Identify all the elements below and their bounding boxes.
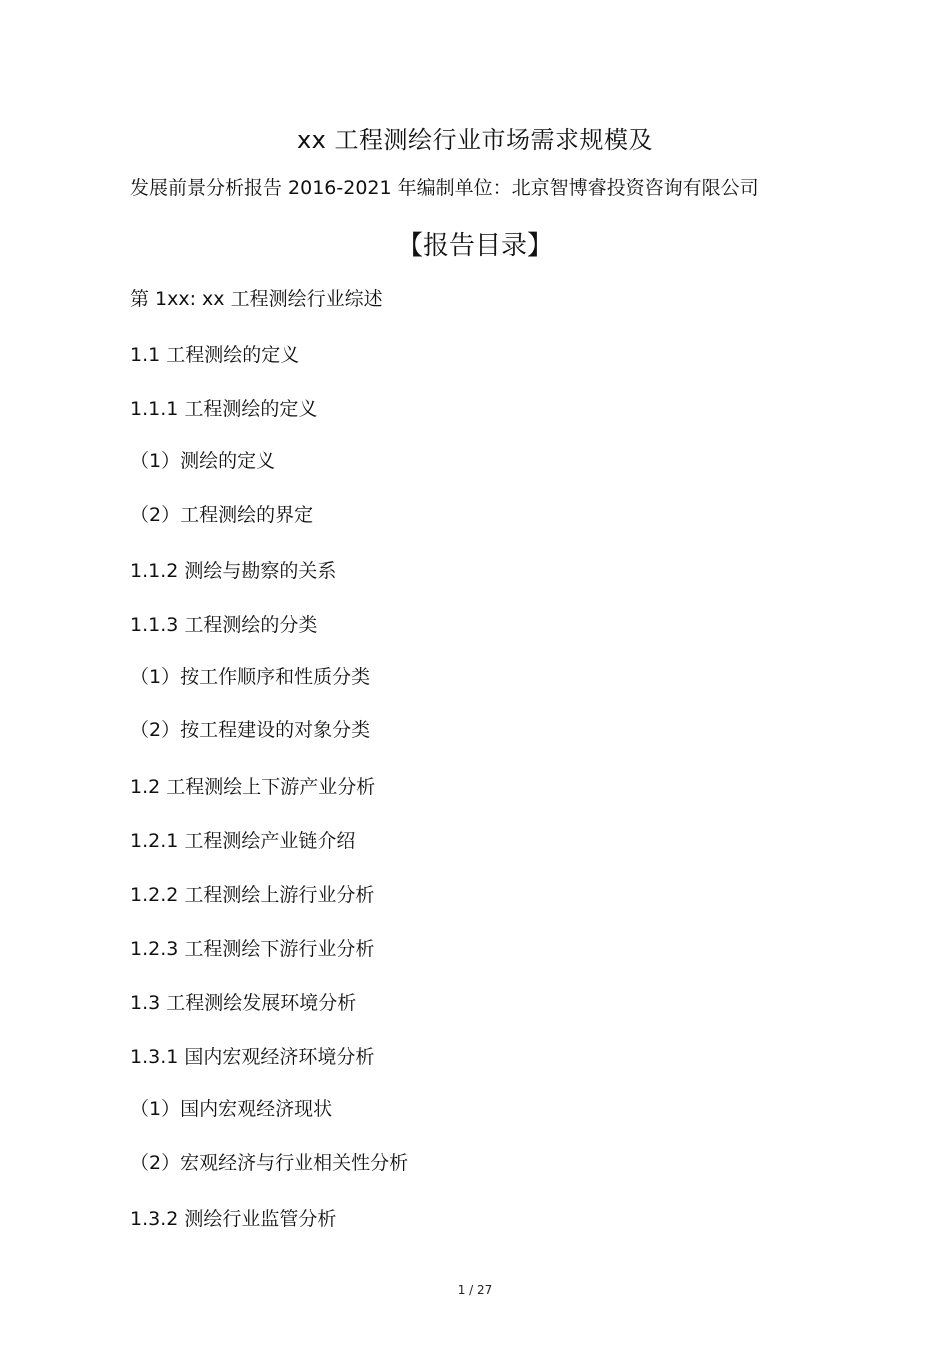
toc-item: 1.1.1 工程测绘的定义 [130,398,318,420]
toc-item: （1）按工作顺序和性质分类 [130,666,371,688]
report-title: xx 工程测绘行业市场需求规模及 [296,126,654,154]
toc-item: 1.2.2 工程测绘上游行业分析 [130,884,375,906]
toc-item: 1.2.3 工程测绘下游行业分析 [130,938,375,960]
report-subtitle: 发展前景分析报告 2016-2021 年编制单位：北京智博睿投资咨询有限公司 [130,177,759,199]
toc-item: 1.1.2 测绘与勘察的关系 [130,560,337,582]
toc-item: （1）国内宏观经济现状 [130,1098,333,1120]
toc-item: 第 1xx: xx 工程测绘行业综述 [130,288,383,310]
toc-item: 1.3 工程测绘发展环境分析 [130,992,357,1014]
toc-item: 1.2 工程测绘上下游产业分析 [130,776,376,798]
toc-item: （2）按工程建设的对象分类 [130,719,371,741]
toc-heading: 【报告目录】 [396,231,553,261]
page-number: 1 / 27 [457,1283,493,1297]
toc-item: 1.1 工程测绘的定义 [130,344,300,366]
toc-item: （2）工程测绘的界定 [130,504,314,526]
toc-item: 1.3.2 测绘行业监管分析 [130,1208,337,1230]
toc-item: 1.1.3 工程测绘的分类 [130,614,318,636]
toc-item: （1）测绘的定义 [130,450,276,472]
toc-item: 1.3.1 国内宏观经济环境分析 [130,1046,375,1068]
toc-item: （2）宏观经济与行业相关性分析 [130,1152,409,1174]
toc-item: 1.2.1 工程测绘产业链介绍 [130,830,356,852]
